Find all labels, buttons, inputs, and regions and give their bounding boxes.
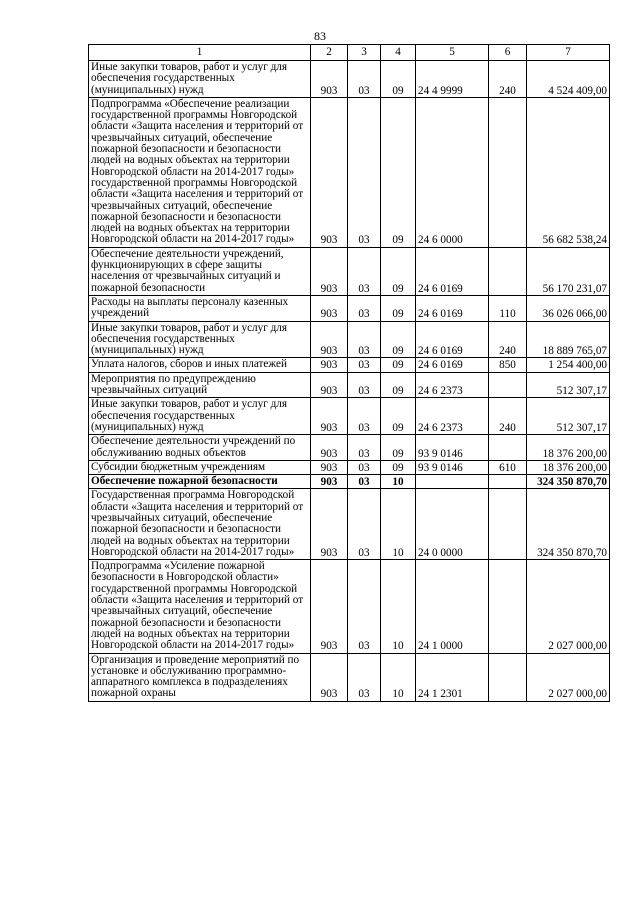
row-subsection-code: 09 <box>381 97 416 247</box>
row-target-article: 24 1 2301 <box>416 653 489 701</box>
row-amount: 18 376 200,00 <box>527 435 610 461</box>
row-expense-type <box>489 247 527 295</box>
row-target-article: 24 6 0000 <box>416 97 489 247</box>
row-amount: 18 889 765,07 <box>527 321 610 358</box>
table-row <box>89 358 610 372</box>
row-amount: 2 027 000,00 <box>527 653 610 701</box>
row-ministry-code: 903 <box>311 358 348 372</box>
row-description <box>89 97 311 247</box>
row-target-article: 24 4 9999 <box>416 61 489 98</box>
row-ministry-code: 903 <box>311 372 348 398</box>
row-target-article: 93 9 0146 <box>416 460 489 474</box>
row-target-article: 24 0 0000 <box>416 489 489 560</box>
row-description <box>89 358 311 372</box>
row-amount: 2 027 000,00 <box>527 560 610 653</box>
row-amount: 1 254 400,00 <box>527 358 610 372</box>
row-expense-type <box>489 489 527 560</box>
row-description-text: Обеспечение пожарной безопасности <box>91 475 278 488</box>
row-target-article: 24 6 0169 <box>416 321 489 358</box>
row-section-code: 03 <box>348 435 381 461</box>
row-section-code: 03 <box>348 247 381 295</box>
row-amount: 18 376 200,00 <box>527 460 610 474</box>
row-description-text: Уплата налогов, сборов и иных платежей <box>91 358 287 371</box>
row-section-code: 03 <box>348 321 381 358</box>
table-row <box>89 653 610 701</box>
row-description-text: Иные закупки товаров, работ и услуг для обеспечения государственных (муниципальных) нужд <box>91 321 288 357</box>
row-description-text: Мероприятия по предупреждению чрезвычайных ситуаций <box>91 372 256 397</box>
page-number: 83 <box>314 29 326 43</box>
row-section-code: 03 <box>348 295 381 321</box>
header-col-7: 7 <box>527 45 610 61</box>
row-expense-type <box>489 475 527 489</box>
row-subsection-code: 10 <box>381 489 416 560</box>
row-amount: 512 307,17 <box>527 372 610 398</box>
row-target-article: 24 6 0169 <box>416 295 489 321</box>
row-subsection-code: 10 <box>381 560 416 653</box>
row-section-code: 03 <box>348 489 381 560</box>
row-description-text: Субсидии бюджетным учреждениям <box>91 460 266 473</box>
row-description-text: Иные закупки товаров, работ и услуг для обеспечения государственных (муниципальных) нужд <box>91 61 288 96</box>
row-description <box>89 653 311 701</box>
row-expense-type: 240 <box>489 398 527 435</box>
row-description <box>89 61 311 98</box>
row-description-text: Обеспечение деятельности учреждений, функционирующих в сфере защиты населения от чрезвычайных ситуаций и пожарной безопасности <box>91 247 284 294</box>
row-ministry-code: 903 <box>311 61 348 98</box>
row-expense-type <box>489 435 527 461</box>
row-description-text: Подпрограмма «Усиление пожарной безопасности в Новгородской области» государственной программы Новгородской области «Защита населения и территорий от чрезвычайных ситуаций, обеспечение пожарной безопасности и безопасности людей на водных объектах на территории Новгородской области на 2014-2017 годы» <box>91 560 304 652</box>
row-section-code: 03 <box>348 358 381 372</box>
row-ministry-code: 903 <box>311 560 348 653</box>
table-row <box>89 372 610 398</box>
row-target-article: 93 9 0146 <box>416 435 489 461</box>
row-section-code: 03 <box>348 97 381 247</box>
table-row <box>89 398 610 435</box>
header-col-5: 5 <box>416 45 489 61</box>
row-ministry-code: 903 <box>311 97 348 247</box>
table-row <box>89 489 610 560</box>
row-amount: 56 170 231,07 <box>527 247 610 295</box>
row-expense-type <box>489 372 527 398</box>
row-amount: 4 524 409,00 <box>527 61 610 98</box>
row-section-code: 03 <box>348 61 381 98</box>
row-description <box>89 435 311 461</box>
row-description-text: Обеспечение деятельности учреждений по обслуживанию водных объектов <box>91 435 296 459</box>
row-expense-type <box>489 560 527 653</box>
header-col-1: 1 <box>89 45 311 61</box>
row-ministry-code: 903 <box>311 295 348 321</box>
table-row <box>89 61 610 98</box>
row-subsection-code: 09 <box>381 61 416 98</box>
row-subsection-code: 09 <box>381 372 416 398</box>
row-ministry-code: 903 <box>311 489 348 560</box>
row-ministry-code: 903 <box>311 435 348 461</box>
row-expense-type: 850 <box>489 358 527 372</box>
row-section-code: 03 <box>348 398 381 435</box>
row-description-text: Расходы на выплаты персоналу казенных учреждений <box>91 295 289 320</box>
table-row <box>89 247 610 295</box>
row-subsection-code: 09 <box>381 460 416 474</box>
row-description-text: Подпрограмма «Обеспечение реализации государственной программы Новгородской области «Защита населения и территорий от чрезвычайных ситуаций, обеспечение пожарной безопасности и безопасности людей на водных объектах на территории Новгородской области на 2014-2017 годы» государственной программы Новгородской области «Защита населения и территорий от чрезвычайных ситуаций, обеспечение пожарной безопасности и безопасности людей на водных объектах на территории Новгородской области на 2014-2017 годы» <box>91 97 304 246</box>
header-col-6: 6 <box>489 45 527 61</box>
row-amount: 36 026 066,00 <box>527 295 610 321</box>
row-section-code: 03 <box>348 460 381 474</box>
row-ministry-code: 903 <box>311 321 348 358</box>
table-row <box>89 435 610 461</box>
row-expense-type: 110 <box>489 295 527 321</box>
table-row <box>89 321 610 358</box>
row-expense-type: 240 <box>489 61 527 98</box>
row-target-article: 24 6 2373 <box>416 372 489 398</box>
row-ministry-code: 903 <box>311 247 348 295</box>
row-section-code: 03 <box>348 475 381 489</box>
table-row <box>89 460 610 474</box>
row-ministry-code: 903 <box>311 460 348 474</box>
row-expense-type <box>489 653 527 701</box>
row-expense-type: 610 <box>489 460 527 474</box>
row-amount: 56 682 538,24 <box>527 97 610 247</box>
row-expense-type: 240 <box>489 321 527 358</box>
row-description <box>89 460 311 474</box>
row-expense-type <box>489 97 527 247</box>
row-ministry-code: 903 <box>311 653 348 701</box>
row-description-text: Государственная программа Новгородской области «Защита населения и территорий от чрезвычайных ситуаций, обеспечение пожарной безопасности и безопасности людей на водных объектах на территории Новгородской области на 2014-2017 годы» <box>91 489 304 558</box>
row-description <box>89 295 311 321</box>
row-section-code: 03 <box>348 653 381 701</box>
row-description-text: Иные закупки товаров, работ и услуг для обеспечения государственных (муниципальных) нужд <box>91 398 288 433</box>
row-ministry-code: 903 <box>311 475 348 489</box>
row-target-article: 24 6 0169 <box>416 247 489 295</box>
row-description-text: Организация и проведение мероприятий по установке и обслуживанию программно-аппаратного комплекса в подразделениях пожарной охраны <box>91 653 300 700</box>
row-description <box>89 560 311 653</box>
row-amount: 512 307,17 <box>527 398 610 435</box>
row-target-article <box>416 475 489 489</box>
row-subsection-code: 09 <box>381 358 416 372</box>
row-description <box>89 475 311 489</box>
row-section-code: 03 <box>348 372 381 398</box>
row-subsection-code: 09 <box>381 398 416 435</box>
row-subsection-code: 10 <box>381 475 416 489</box>
budget-table <box>88 44 610 702</box>
row-section-code: 03 <box>348 560 381 653</box>
row-target-article: 24 1 0000 <box>416 560 489 653</box>
row-subsection-code: 10 <box>381 653 416 701</box>
table-row <box>89 295 610 321</box>
table-row <box>89 560 610 653</box>
header-col-2: 2 <box>311 45 348 61</box>
row-description <box>89 372 311 398</box>
row-subsection-code: 09 <box>381 435 416 461</box>
row-amount: 324 350 870,70 <box>527 475 610 489</box>
row-target-article: 24 6 0169 <box>416 358 489 372</box>
row-subsection-code: 09 <box>381 295 416 321</box>
header-col-4: 4 <box>381 45 416 61</box>
row-target-article: 24 6 2373 <box>416 398 489 435</box>
row-description <box>89 247 311 295</box>
table-row <box>89 97 610 247</box>
row-description <box>89 489 311 560</box>
row-description <box>89 398 311 435</box>
row-subsection-code: 09 <box>381 247 416 295</box>
table-row <box>89 475 610 489</box>
row-subsection-code: 09 <box>381 321 416 358</box>
table-header-row <box>89 45 610 61</box>
header-col-3: 3 <box>348 45 381 61</box>
row-ministry-code: 903 <box>311 398 348 435</box>
row-description <box>89 321 311 358</box>
row-amount: 324 350 870,70 <box>527 489 610 560</box>
